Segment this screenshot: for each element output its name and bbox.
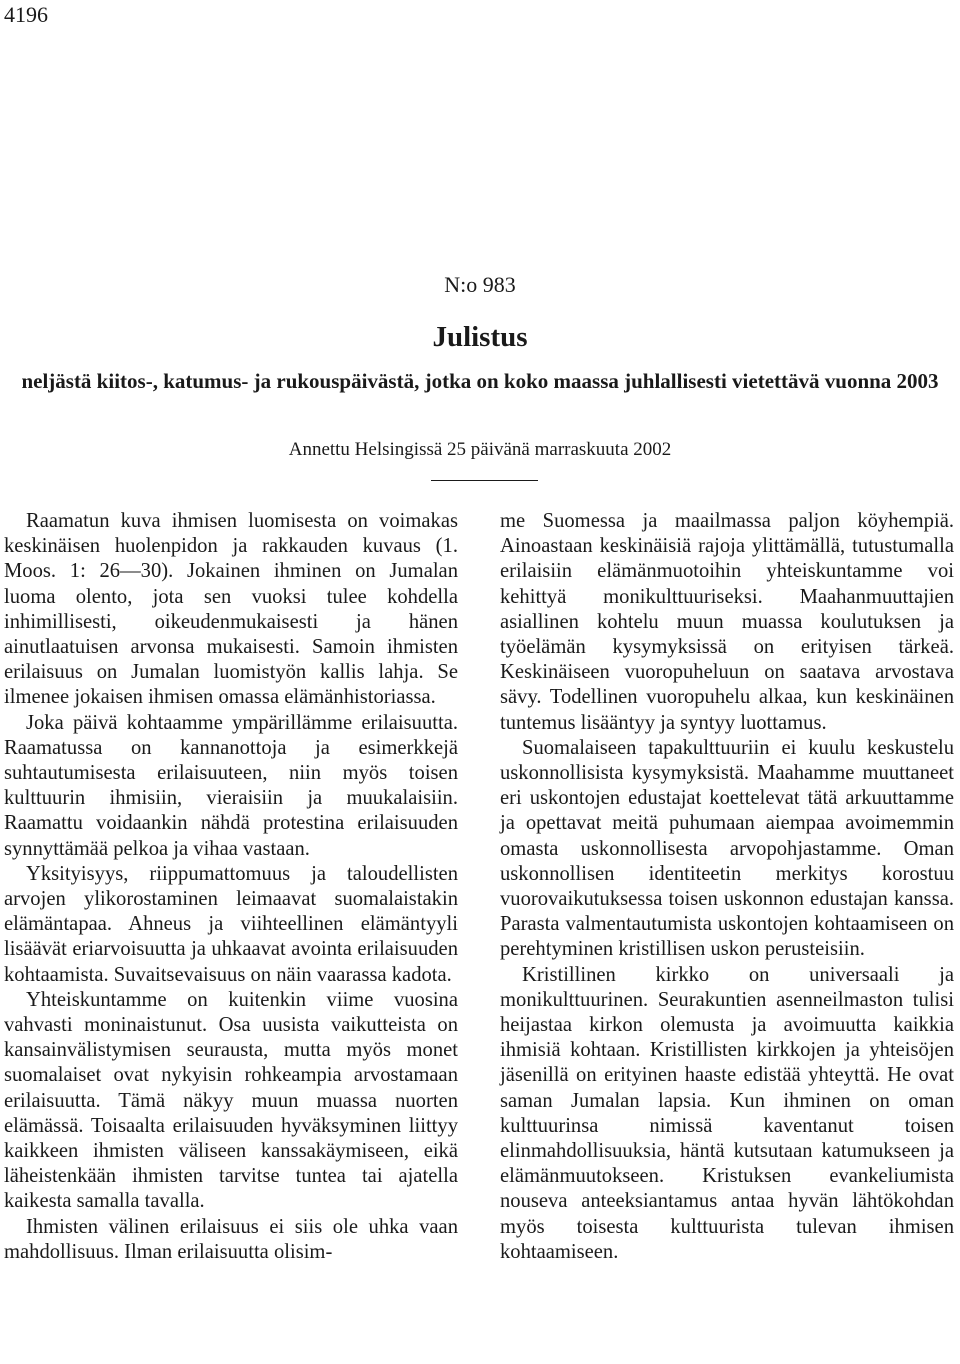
document-number: N:o 983 xyxy=(444,272,516,297)
paragraph: Kristillinen kirkko on universaali ja monikulttuurinen. Seurakuntien asenneilmaston tulisi heijastaa kirkon olemusta ja avoimuutta kaikkia ihmisiä kohtaan. Kristillisten kirkkojen ja yhteisöjen jäsenillä on erityinen haaste edistää yhteyttä. He ovat saman Jumalan lapsia. Kun ihminen on oman kulttuurinsa nimissä kaventanut toisen elinmahdollisuuksia, häntä kutsutaan katumukseen ja elämänmuutokseen. Kristuksen evankeliumista nouseva anteeksiantamus antaa hyvän lähtökohdan myös toisesta kulttuurista tulevan ihmisen kohtaamiseen. xyxy=(500,963,954,1263)
header-divider xyxy=(431,480,538,481)
left-column xyxy=(4,509,458,1265)
issued-date-line: Annettu Helsingissä 25 päivänä marraskuuta 2002 xyxy=(288,439,672,460)
paragraph: Ihmisten välinen erilaisuus ei siis ole uhka vaan mahdollisuus. Ilman erilaisuutta olisim- xyxy=(4,1215,458,1263)
document-title: Julistus xyxy=(432,321,528,353)
paragraph-continued: me Suomessa ja maailmassa paljon köyhempiä. Ainoastaan keskinäisiä rajoja ylittämällä, tutustumalla erilaisiin elämänmuotoihin yhteiskuntamme voi kehittyä monikulttuuriseksi. Maahanmuuttajien asiallinen kohtelu muun muassa koulutuksen ja työelämän kysymyksissä on erityisen tärkeä. Keskinäiseen vuoropuheluun on saatava arvostava sävy. Todellinen vuoropuhelu alkaa, kun keskinäinen tuntemus lisääntyy ja syntyy luottamus. xyxy=(500,510,954,734)
paragraph: Suomalaiseen tapakulttuuriin ei kuulu keskustelu uskonnollisista kysymyksistä. Maahamme muuttaneet eri uskontojen edustajat koettelevat tätä arkuuttamme ja opettavat meitä puhumaan aiempaa avoimemmin omasta uskonnollisesta arvopohjastamme. Oman uskonnollisen identiteetin merkitys korostuu vuorovaikutuksessa toisen uskonnon edustajan kanssa. Parasta valmentautumista uskontojen kohtaamiseen on perehtyminen kristillisen uskon perusteisiin. xyxy=(500,736,954,961)
right-column xyxy=(500,509,954,1265)
paragraph: Yhteiskuntamme on kuitenkin viime vuosina vahvasti moninaistunut. Osa uusista vaikutteista on kansainvälistymisen seurausta, mutta myös monet suomalaiset ovat nykyisin rohkeampia arvostamaan erilaisuutta. Tämä näkyy muun muassa nuorten elämässä. Toisaalta erilaisuuden hyväksyminen liittyy kaikkeen ihmisten väliseen kanssakäymiseen, eikä läheistenkään ihmisten tarvitse tuntea tai ajatella kaikesta samalla tavalla. xyxy=(4,988,458,1213)
paragraph: Joka päivä kohtaamme ympärillämme erilaisuutta. Raamatussa on kannanottoja ja esimerkkejä suhtautumisesta erilaisuuteen, niin myös toisen kulttuurin ihmisiin, vieraisiin ja muukalaisiin. Raamattu voidaankin nähdä protestina erilaisuuden synnyttämää pelkoa ja vihaa vastaan. xyxy=(4,711,458,860)
page-number: 4196 xyxy=(4,2,48,27)
paragraph: Raamatun kuva ihmisen luomisesta on voimakas keskinäisen huolenpidon ja rakkauden kuvaus (1. Moos. 1: 26—30). Jokainen ihminen on Jumalan luoma olento, jota sen vuoksi tulee kohdella inhimillisesti, oikeudenmukaisesti ja hänen ainutlaatuisen arvonsa mukaisesti. Samoin ihmisten erilaisuus on Jumalan luomistyön kallis lahja. Se ilmenee jokaisen ihmisen omassa elämänhistoriassa. xyxy=(4,510,458,709)
document-subtitle: neljästä kiitos-, katumus- ja rukouspäivästä, jotka on koko maassa juhlallisesti vietettävä vuonna 2003 xyxy=(21,369,939,393)
paragraph: Yksityisyys, riippumattomuus ja taloudellisten arvojen ylikorostaminen leimaavat suomalaistakin elämäntapaa. Ahneus ja viihteellinen elämäntyyli lisäävät eriarvoisuutta ja uhkaavat avointa erilaisuuden kohtaamista. Suvaitsevaisuus on näin vaarassa kadota. xyxy=(4,862,458,986)
